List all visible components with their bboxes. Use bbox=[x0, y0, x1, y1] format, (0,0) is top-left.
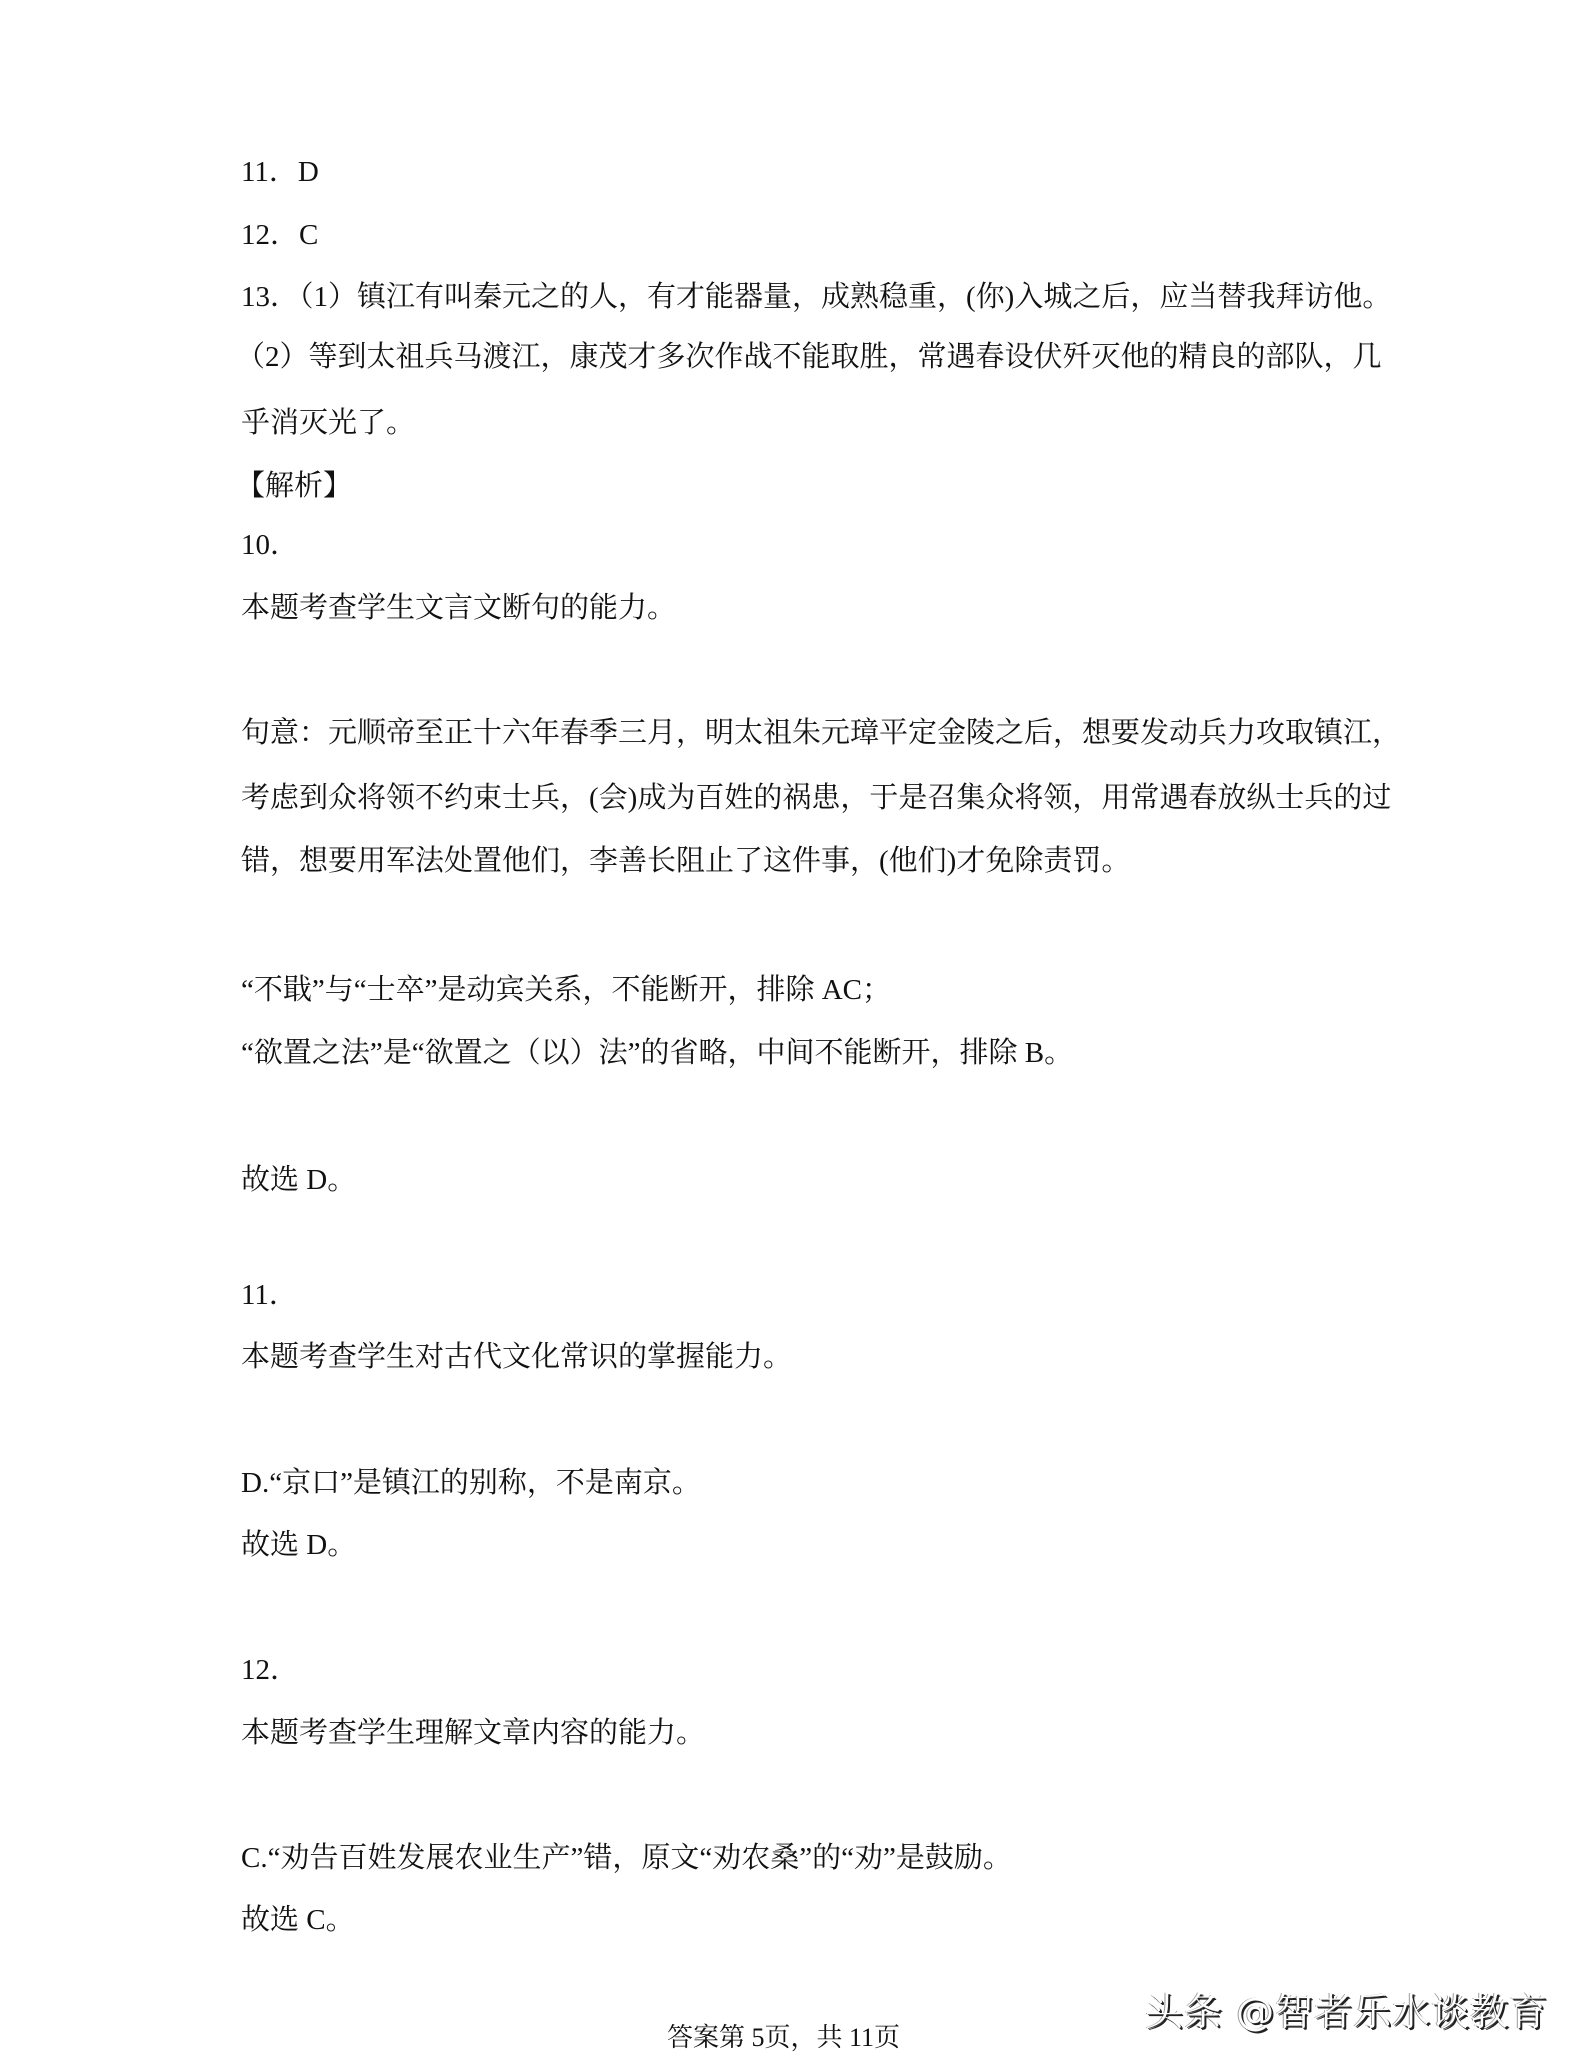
analysis-q10-number: 10． bbox=[241, 529, 300, 561]
analysis-q11-reasoning: D.“京口”是镇江的别称，不是南京。 bbox=[241, 1467, 701, 1499]
answer-q13-part2-line2: 乎消灭光了。 bbox=[241, 407, 416, 439]
analysis-q11-conclusion: 故选 D。 bbox=[241, 1529, 357, 1561]
analysis-q12-intro: 本题考查学生理解文章内容的能力。 bbox=[241, 1717, 706, 1749]
page-footer: 答案第 5页，共 11页 bbox=[667, 2023, 901, 2052]
answer-q12: 12．C bbox=[241, 219, 319, 251]
answer-q13-part2-line1: （2）等到太祖兵马渡江，康茂才多次作战不能取胜，常遇春设伏歼灭他的精良的部队，几 bbox=[236, 341, 1382, 373]
analysis-q10-intro: 本题考查学生文言文断句的能力。 bbox=[241, 592, 677, 624]
analysis-heading: 【解析】 bbox=[236, 470, 353, 502]
analysis-q12-reasoning: C.“劝告百姓发展农业生产”错，原文“劝农桑”的“劝”是鼓励。 bbox=[241, 1842, 1012, 1874]
analysis-q12-conclusion: 故选 C。 bbox=[241, 1904, 355, 1936]
analysis-q10-reasoning-line: “不戢”与“士卒”是动宾关系，不能断开，排除 AC； bbox=[241, 974, 892, 1006]
answer-q11: 11．D bbox=[241, 156, 319, 188]
answer-q13-part1: 13．（1）镇江有叫秦元之的人，有才能器量，成熟稳重，(你)入城之后，应当替我拜访他。 bbox=[241, 281, 1392, 313]
watermark: 头条 @智者乐水谈教育 bbox=[1145, 1990, 1549, 2034]
analysis-q11-intro: 本题考查学生对古代文化常识的掌握能力。 bbox=[241, 1341, 793, 1373]
analysis-q10-reasoning-line: “欲置之法”是“欲置之（以）法”的省略，中间不能断开，排除 B。 bbox=[241, 1037, 1074, 1069]
analysis-q12-number: 12． bbox=[241, 1654, 300, 1686]
analysis-q10-conclusion: 故选 D。 bbox=[241, 1164, 357, 1196]
analysis-q11-number: 11． bbox=[241, 1279, 298, 1311]
analysis-q10-translation-line: 句意：元顺帝至正十六年春季三月，明太祖朱元璋平定金陵之后，想要发动兵力攻取镇江， bbox=[241, 717, 1402, 749]
analysis-q10-translation-line: 错，想要用军法处置他们，李善长阻止了这件事，(他们)才免除责罚。 bbox=[241, 845, 1131, 877]
analysis-q10-translation-line: 考虑到众将领不约束士兵，(会)成为百姓的祸患，于是召集众将领，用常遇春放纵士兵的过 bbox=[241, 782, 1392, 814]
